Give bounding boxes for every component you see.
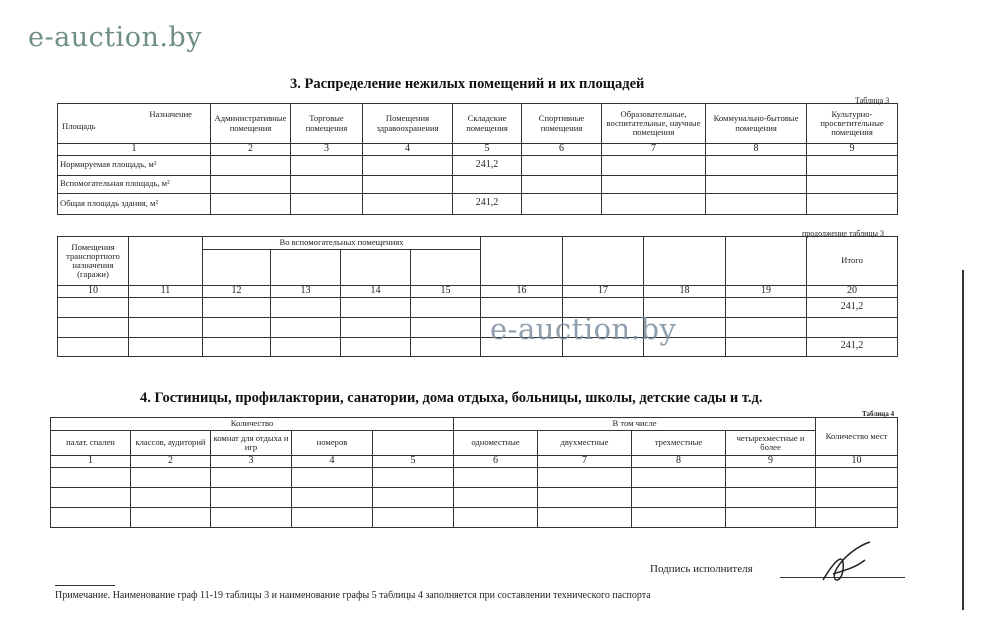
column-number: 20 <box>807 286 898 298</box>
column-number: 8 <box>706 144 807 156</box>
column-header <box>129 237 203 286</box>
column-number: 7 <box>538 456 632 468</box>
cell <box>454 467 538 487</box>
cell <box>454 507 538 527</box>
cell <box>706 155 807 175</box>
quantity-header: Количество <box>51 418 454 431</box>
column-header <box>203 250 271 286</box>
total-header: Итого <box>807 237 898 286</box>
cell <box>291 175 363 193</box>
cell <box>726 507 816 527</box>
corner-bottom: Площадь <box>62 121 96 131</box>
cell <box>706 193 807 214</box>
column-number: 18 <box>644 286 726 298</box>
column-header <box>644 237 726 286</box>
cell <box>292 487 373 507</box>
aux-header: Во вспомогательных помещениях <box>203 237 481 250</box>
column-header <box>411 250 481 286</box>
cell <box>538 487 632 507</box>
column-number: 15 <box>411 286 481 298</box>
signature-image <box>815 540 875 590</box>
cell <box>291 155 363 175</box>
column-header: одноместные <box>454 431 538 456</box>
page-edge <box>962 270 964 610</box>
cell <box>131 467 211 487</box>
cell <box>411 297 481 317</box>
table-row <box>51 467 898 487</box>
column-number: 12 <box>203 286 271 298</box>
column-number: 13 <box>271 286 341 298</box>
table4-label: Таблица 4 <box>862 410 895 418</box>
table-row <box>58 337 898 356</box>
cell <box>51 507 131 527</box>
cell <box>58 337 129 356</box>
cell <box>203 317 271 337</box>
column-number: 19 <box>726 286 807 298</box>
cell <box>522 155 602 175</box>
cell <box>363 175 453 193</box>
cell <box>131 487 211 507</box>
column-number: 14 <box>341 286 411 298</box>
column-number: 2 <box>211 144 291 156</box>
including-header: В том числе <box>454 418 816 431</box>
cell <box>51 487 131 507</box>
table3 <box>57 103 898 215</box>
note-separator <box>55 585 115 586</box>
table3-continuation <box>57 236 898 357</box>
cell <box>411 317 481 337</box>
table-row <box>58 317 898 337</box>
table-row <box>58 193 898 214</box>
column-number: 5 <box>453 144 522 156</box>
column-header: классов, аудиторий <box>131 431 211 456</box>
row-label: Вспомогательная площадь, м² <box>58 175 211 193</box>
column-number: 17 <box>563 286 644 298</box>
cell <box>522 193 602 214</box>
cell <box>807 175 898 193</box>
table-row <box>51 487 898 507</box>
cell <box>726 337 807 356</box>
column-number: 1 <box>58 144 211 156</box>
row-label: Общая площадь здания, м² <box>58 193 211 214</box>
column-number: 3 <box>211 456 292 468</box>
column-number: 11 <box>129 286 203 298</box>
cell <box>58 317 129 337</box>
column-number: 9 <box>807 144 898 156</box>
corner-header <box>58 104 211 144</box>
column-header: Образовательные, воспитательные, научные помещения <box>602 104 706 144</box>
section4-title: 4. Гостиницы, профилактории, санатории, дома отдыха, больницы, школы, детские сады и т.д. <box>140 390 763 406</box>
column-header <box>563 237 644 286</box>
cell <box>291 193 363 214</box>
table-row <box>51 507 898 527</box>
cell <box>807 193 898 214</box>
column-number: 4 <box>363 144 453 156</box>
cell <box>816 467 898 487</box>
column-header: Торговые помещения <box>291 104 363 144</box>
cell <box>341 317 411 337</box>
column-number: 5 <box>373 456 454 468</box>
cell <box>453 175 522 193</box>
cell <box>211 175 291 193</box>
cell <box>129 337 203 356</box>
cell <box>411 337 481 356</box>
cell: 241,2 <box>453 193 522 214</box>
cell <box>726 467 816 487</box>
column-number: 6 <box>454 456 538 468</box>
column-number: 10 <box>816 456 898 468</box>
cell <box>602 193 706 214</box>
cell <box>706 175 807 193</box>
cell <box>211 487 292 507</box>
column-header: Культурно-просветительные помещения <box>807 104 898 144</box>
cell <box>292 507 373 527</box>
cell <box>632 467 726 487</box>
cell <box>538 467 632 487</box>
cell <box>131 507 211 527</box>
cell <box>211 507 292 527</box>
cell <box>602 175 706 193</box>
cell <box>271 317 341 337</box>
cell: 241,2 <box>453 155 522 175</box>
column-number: 8 <box>632 456 726 468</box>
column-number: 10 <box>58 286 129 298</box>
cell: 241,2 <box>807 297 898 317</box>
cell: 241,2 <box>807 337 898 356</box>
cell <box>726 297 807 317</box>
column-number: 4 <box>292 456 373 468</box>
column-header <box>481 237 563 286</box>
cell <box>373 467 454 487</box>
column-header: комнат для отдыха и игр <box>211 431 292 456</box>
cell <box>51 467 131 487</box>
cell <box>129 317 203 337</box>
cell <box>203 337 271 356</box>
table3-label: Таблица 3 <box>855 96 890 105</box>
column-number: 3 <box>291 144 363 156</box>
places-header: Количество мест <box>816 418 898 456</box>
cell <box>373 487 454 507</box>
cell <box>129 297 203 317</box>
column-number: 6 <box>522 144 602 156</box>
table-row <box>58 155 898 175</box>
column-header: двухместные <box>538 431 632 456</box>
section3-title: 3. Распределение нежилых помещений и их площадей <box>290 76 645 92</box>
watermark-logo: e-auction.by <box>28 22 202 53</box>
cell <box>211 155 291 175</box>
cell <box>816 487 898 507</box>
column-header: Административные помещения <box>211 104 291 144</box>
cell <box>816 507 898 527</box>
cell <box>632 487 726 507</box>
column-header: трехместные <box>632 431 726 456</box>
footnote: Примечание. Наименование граф 11-19 таблицы 3 и наименование графы 5 таблицы 4 заполняется при составлении технического паспорта <box>55 590 651 601</box>
column-header: номеров <box>292 431 373 456</box>
cell <box>602 155 706 175</box>
cell <box>538 507 632 527</box>
cell <box>271 337 341 356</box>
cell <box>807 155 898 175</box>
column-header <box>341 250 411 286</box>
column-header: Спортивные помещения <box>522 104 602 144</box>
column-number: 1 <box>51 456 131 468</box>
cell <box>211 467 292 487</box>
column-header: палат. спален <box>51 431 131 456</box>
column-header <box>373 431 454 456</box>
column-header: четырехместные и более <box>726 431 816 456</box>
column-header <box>271 250 341 286</box>
cell <box>341 297 411 317</box>
cell <box>726 317 807 337</box>
cell <box>58 297 129 317</box>
column-number: 2 <box>131 456 211 468</box>
cell <box>454 487 538 507</box>
watermark-logo-center: e-auction.by <box>490 312 677 346</box>
table-row <box>58 175 898 193</box>
cell <box>632 507 726 527</box>
column-header: Коммунально-бытовые помещения <box>706 104 807 144</box>
cell <box>292 467 373 487</box>
signature-label: Подпись исполнителя <box>650 563 753 575</box>
column-header-transport: Помещения транспортного назначения (гаражи) <box>58 237 129 286</box>
cell <box>522 175 602 193</box>
column-header: Складские помещения <box>453 104 522 144</box>
cell <box>363 193 453 214</box>
table4 <box>50 417 898 528</box>
row-label: Нормируемая площадь, м² <box>58 155 211 175</box>
cell <box>373 507 454 527</box>
cell <box>203 297 271 317</box>
corner-top: Назначение <box>149 109 192 119</box>
column-header <box>726 237 807 286</box>
table-row <box>58 297 898 317</box>
column-number: 9 <box>726 456 816 468</box>
cell <box>807 317 898 337</box>
cell <box>363 155 453 175</box>
cell <box>726 487 816 507</box>
column-number: 16 <box>481 286 563 298</box>
cell <box>341 337 411 356</box>
table3-continuation-label: продолжение таблицы 3 <box>802 229 885 238</box>
column-number: 7 <box>602 144 706 156</box>
cell <box>271 297 341 317</box>
cell <box>211 193 291 214</box>
column-header: Помещения здравоохранения <box>363 104 453 144</box>
